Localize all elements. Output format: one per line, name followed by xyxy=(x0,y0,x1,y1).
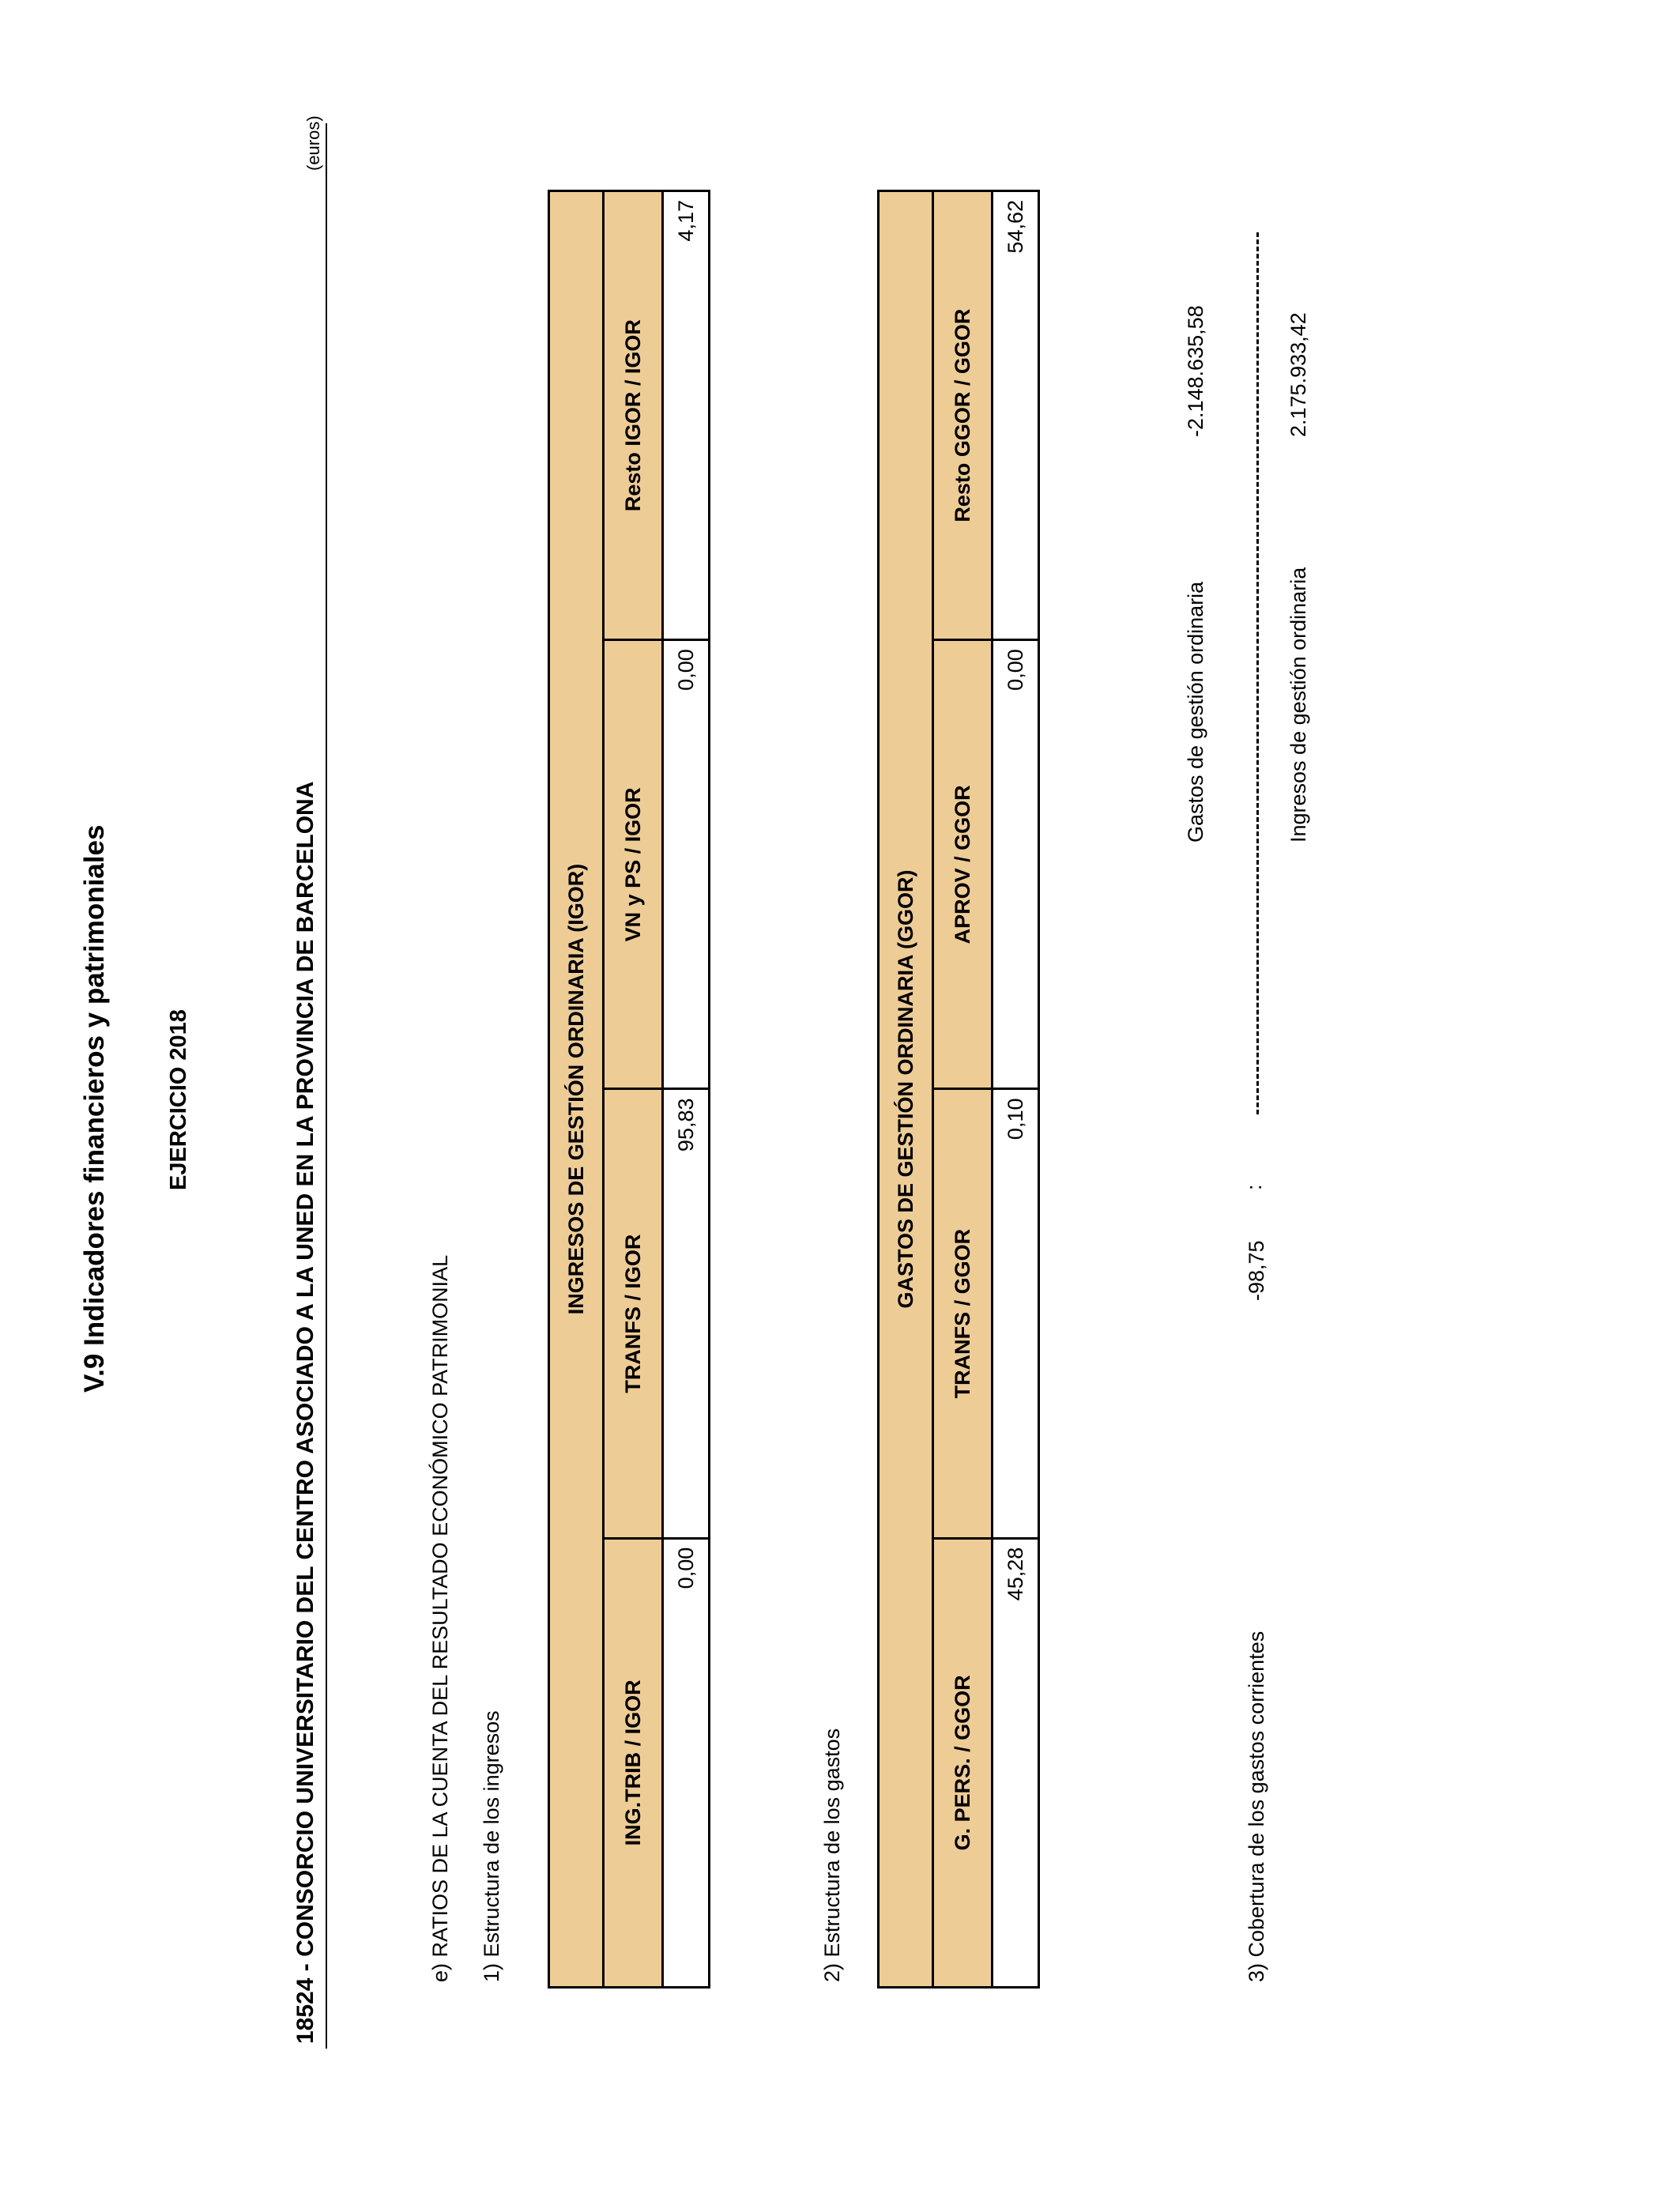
gastos-table xyxy=(877,190,1040,1989)
gastos-value-cell: 0,00 xyxy=(993,640,1039,1089)
organization-name: 18524 - CONSORCIO UNIVERSITARIO DEL CENTRO ASOCIADO A LA UNED EN LA PROVINCIA DE BARCELONA xyxy=(292,781,318,2044)
ingresos-col-header: Resto IGOR / IGOR xyxy=(604,191,663,640)
fiscal-year: EJERCICIO 2018 xyxy=(166,1009,191,1190)
ingresos-col-header: VN y PS / IGOR xyxy=(604,640,663,1089)
gastos-value-cell: 54,62 xyxy=(993,191,1039,640)
gastos-value-cell: 45,28 xyxy=(993,1538,1039,1987)
numerator-label: Gastos de gestión ordinaria xyxy=(1184,581,1207,843)
cobertura-colon: : xyxy=(1242,1184,1266,1190)
ingresos-value-cell: 0,00 xyxy=(663,640,710,1089)
numerator-value: -2.148.635,58 xyxy=(1184,305,1207,437)
cobertura-subtitle: 3) Cobertura de los gastos corrientes xyxy=(1245,1630,1268,1982)
gastos-col-header: TRANFS / GGOR xyxy=(933,1089,993,1538)
ingresos-table xyxy=(548,190,710,1989)
ingresos-value-cell: 95,83 xyxy=(663,1089,710,1538)
denominator-label: Ingresos de gestión ordinaria xyxy=(1286,567,1310,843)
ingresos-col-header: TRANFS / IGOR xyxy=(604,1089,663,1538)
report-title: V.9 Indicadores financieros y patrimoniales xyxy=(79,824,110,1393)
section-e-title: e) RATIOS DE LA CUENTA DEL RESULTADO ECONÓMICO PATRIMONIAL xyxy=(428,1254,452,1982)
ingresos-value-cell: 0,00 xyxy=(663,1538,710,1987)
gastos-col-header: G. PERS. / GGOR xyxy=(933,1538,993,1987)
ingresos-col-header: ING.TRIB / IGOR xyxy=(604,1538,663,1987)
ingresos-subtitle: 1) Estructura de los ingresos xyxy=(480,1710,503,1982)
gastos-group-header: GASTOS DE GESTIÓN ORDINARIA (GGOR) xyxy=(879,191,933,1988)
ingresos-group-header: INGRESOS DE GESTIÓN ORDINARIA (IGOR) xyxy=(549,191,604,1988)
gastos-subtitle: 2) Estructura de los gastos xyxy=(820,1728,844,1982)
ingresos-value-cell: 4,17 xyxy=(663,191,710,640)
denominator-value: 2.175.933,42 xyxy=(1286,312,1310,437)
fraction-line xyxy=(1256,232,1259,1114)
header-rule xyxy=(326,123,327,2049)
cobertura-value: -98,75 xyxy=(1245,1240,1268,1301)
gastos-value-cell: 0,10 xyxy=(993,1089,1039,1538)
gastos-col-header: Resto GGOR / GGOR xyxy=(933,191,993,640)
currency-unit: (euros) xyxy=(303,115,323,171)
gastos-col-header: APROV / GGOR xyxy=(933,640,993,1089)
